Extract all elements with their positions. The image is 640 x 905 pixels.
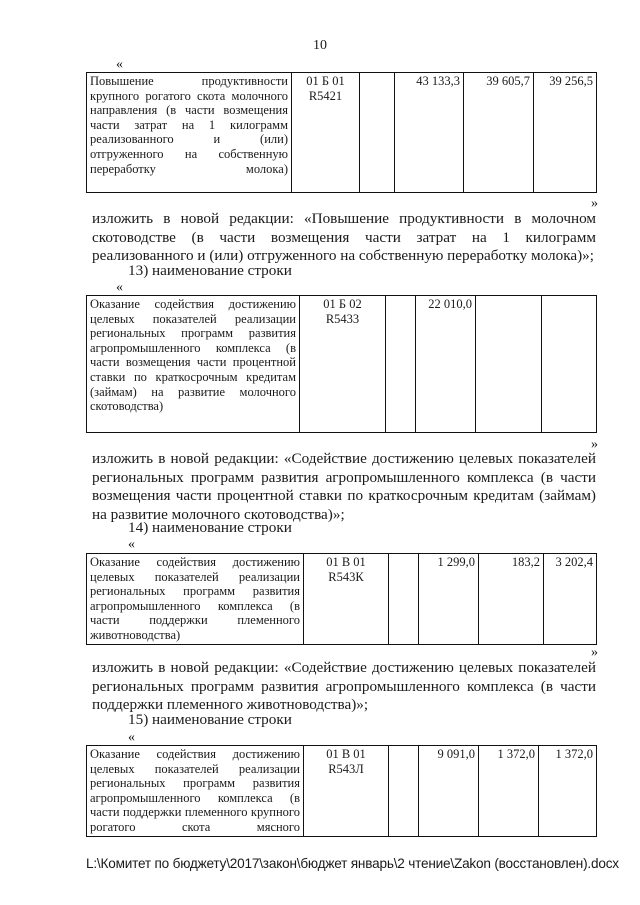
- budget-table-row-15: [86, 745, 597, 837]
- code-part2: R543К: [328, 569, 364, 584]
- code-part1: 01 В 01: [326, 555, 366, 569]
- row-empty-cell: [386, 296, 416, 433]
- item-heading: 15) наименование строки: [128, 711, 292, 728]
- quote-open: «: [116, 280, 123, 295]
- new-wording-paragraph: изложить в новой редакции: «Содействие достижению целевых показателей региональных программ развития агропромышленного комплекса (в части поддержки племенного животноводства)»;: [92, 659, 596, 714]
- new-wording-paragraph: изложить в новой редакции: «Повышение продуктивности в молочном скотоводстве (в части возмещения части затрат на 1 килограмм реализованного и (или) отгруженного на собственную переработку молока)»;: [92, 210, 596, 265]
- table-row: [87, 746, 597, 837]
- row-description: Оказание содействия достижению целевых показателей реализации региональных программ развития агропромышленного комплекса (в части возмещения части процентной ставки по краткосрочным кредитам (займам) на развитие молочного скотоводства): [87, 296, 300, 433]
- row-code: [304, 746, 389, 837]
- quote-close: »: [591, 645, 598, 660]
- file-path-footer: L:\Комитет по бюджету\2017\закон\бюджет январь\2 чтение\Zakon (восстановлен).docx: [86, 856, 619, 871]
- quote-close: »: [591, 437, 598, 452]
- row-code: [300, 296, 386, 433]
- row-description: Оказание содействия достижению целевых показателей реализации региональных программ развития агропромышленного комплекса (в части поддержки племенного животноводства): [87, 554, 304, 645]
- quote-open: «: [116, 57, 123, 72]
- row-code: [292, 73, 360, 193]
- row-code: [304, 554, 389, 645]
- code-part1: 01 Б 02: [323, 297, 362, 311]
- code-part1: 01 В 01: [326, 747, 366, 761]
- item-heading: 13) наименование строки: [128, 262, 292, 279]
- row-empty-cell: [360, 73, 395, 193]
- code-part1: 01 Б 01: [306, 74, 345, 88]
- row-value-2018: 39 605,7: [464, 73, 534, 193]
- quote-close: »: [591, 196, 598, 211]
- budget-table-row-13: [86, 295, 597, 433]
- row-value-2019: 1 372,0: [539, 746, 597, 837]
- new-wording-paragraph: изложить в новой редакции: «Содействие достижению целевых показателей региональных программ развития агропромышленного комплекса (в части возмещения части процентной ставки по краткосрочным кредитам (займам) на развитие молочного скотоводства)»;: [92, 450, 596, 523]
- row-value-2018: [476, 296, 542, 433]
- budget-table-row-1: [86, 72, 597, 193]
- budget-table-row-14: [86, 553, 597, 645]
- row-value-2019: 39 256,5: [534, 73, 597, 193]
- row-value-2018: 183,2: [479, 554, 544, 645]
- row-value-2017: 43 133,3: [395, 73, 464, 193]
- table-row: [87, 296, 597, 433]
- code-part2: R5421: [308, 88, 343, 103]
- row-empty-cell: [389, 554, 419, 645]
- code-part2: R543Л: [328, 761, 364, 776]
- row-empty-cell: [389, 746, 419, 837]
- row-value-2019: 3 202,4: [544, 554, 597, 645]
- row-value-2017: 9 091,0: [419, 746, 479, 837]
- row-value-2017: 22 010,0: [416, 296, 476, 433]
- page-number: 10: [313, 38, 327, 53]
- table-row: [87, 73, 597, 193]
- row-value-2018: 1 372,0: [479, 746, 539, 837]
- item-heading: 14) наименование строки: [128, 519, 292, 536]
- table-row: [87, 554, 597, 645]
- quote-open: «: [128, 537, 135, 552]
- row-value-2019: [542, 296, 597, 433]
- row-description: Оказание содействия достижению целевых показателей реализации региональных программ развития агропромышленного комплекса (в части поддержки племенного крупного рогатого скота мясного: [87, 746, 304, 837]
- quote-open: «: [128, 730, 135, 745]
- row-description: Повышение продуктивности крупного рогатого скота молочного направления (в части возмещения части затрат на 1 килограмм реализованного и (или) отгруженного на собственную переработку молока): [87, 73, 292, 193]
- code-part2: R5433: [325, 311, 360, 326]
- row-value-2017: 1 299,0: [419, 554, 479, 645]
